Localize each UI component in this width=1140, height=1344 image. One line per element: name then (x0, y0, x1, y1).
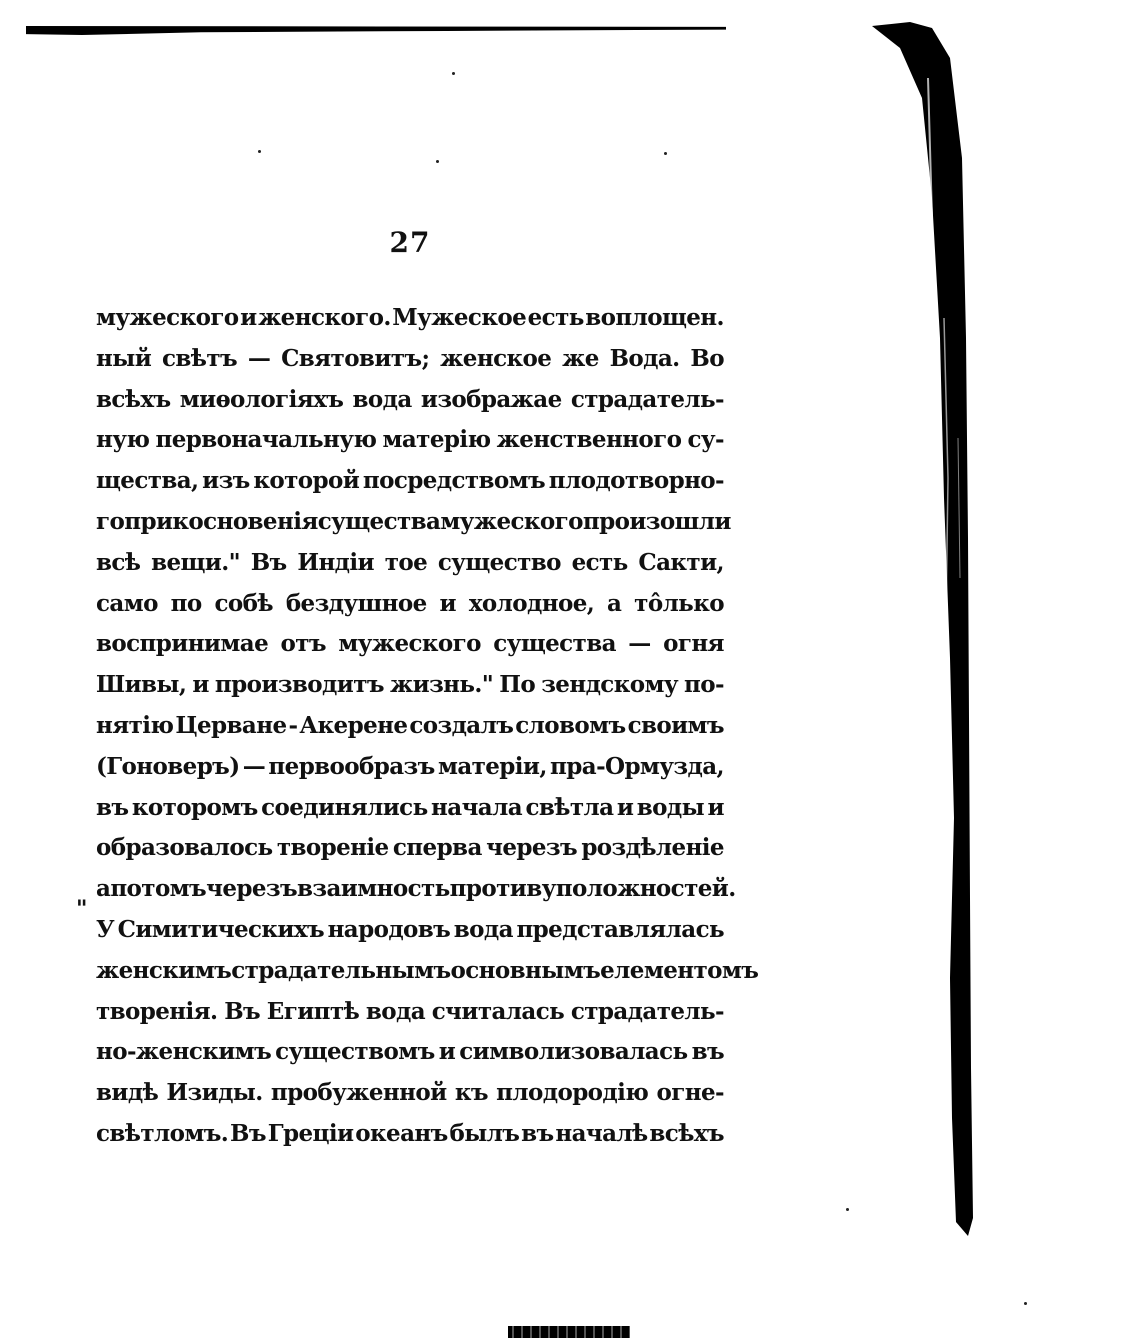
text-line: всѣхъ миѳологіяхъ вода изображае страдатель- (96, 385, 724, 413)
text-line: а потомъ черезъ взаимность противуположностей. (96, 875, 736, 903)
scan-speck (452, 72, 455, 75)
text-line: мужеского и женского. Мужеское есть воплощен. (96, 304, 724, 331)
scan-speck (846, 1208, 849, 1211)
text-line: Шивы, и производитъ жизнь." По зендскому по- (96, 671, 724, 699)
scan-speck (258, 150, 261, 153)
page-number: 27 (389, 226, 431, 259)
text-line: образовалось твореніе сперва черезъ роздѣленіе (96, 834, 724, 862)
text-line: (Гоноверъ) — первообразъ матеріи, пра-Ормузда, (96, 752, 724, 780)
text-line: ный свѣтъ — Святовитъ; женское же Вода. Во (96, 344, 724, 372)
text-line: само по собѣ бездушное и холодное, а тôлько (96, 589, 724, 617)
scan-speck (1024, 1302, 1027, 1305)
text-line: но-женскимъ существомъ и символизовалась въ (96, 1038, 724, 1066)
text-line: всѣ вещи." Въ Индіи тое существо есть Сакти, (96, 548, 724, 576)
scan-spine-shadow (870, 18, 980, 1268)
margin-quote-mark: " (76, 896, 88, 922)
body-text (96, 298, 759, 1155)
scan-speck (436, 160, 439, 163)
text-line: воспринимае отъ мужеского существа — огня (96, 630, 724, 658)
text-line: го прикосновенія существа мужеского произошли (96, 507, 731, 535)
text-line: свѣтломъ. Въ Греціи океанъ былъ въ началѣ всѣхъ (96, 1119, 724, 1147)
scan-speck (664, 152, 667, 155)
text-line: щества, изъ которой посредствомъ плодотворно- (96, 467, 724, 495)
text-line: женскимъ страдательнымъ основнымъ елементомъ (96, 956, 759, 984)
scan-top-edge (26, 26, 726, 35)
text-line: ную первоначальную матерію женственного су- (96, 426, 724, 454)
text-line: видѣ Изиды. пробуженной къ плодородію огне- (96, 1079, 724, 1107)
text-line: У Симитическихъ народовъ вода представлялась (96, 915, 724, 943)
text-line: нятію Церване - Акерене создалъ словомъ своимъ (96, 711, 724, 739)
library-stamp (508, 1326, 630, 1338)
text-line: творенія. Въ Египтѣ вода считалась страдатель- (96, 997, 724, 1025)
text-line: въ которомъ соединялись начала свѣтла и воды и (96, 793, 724, 821)
